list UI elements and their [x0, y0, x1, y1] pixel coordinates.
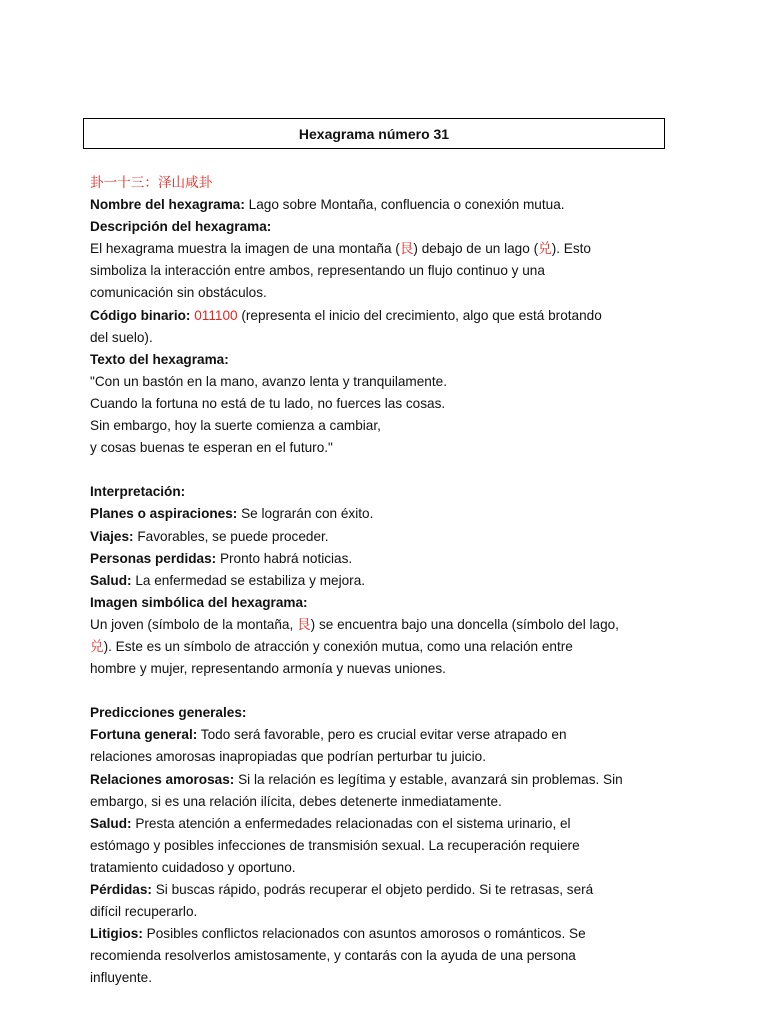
- interpretation-heading: Interpretación:: [90, 484, 186, 500]
- mountain-character: 艮: [399, 241, 414, 258]
- travel-value: Favorables, se puede proceder.: [137, 528, 329, 544]
- hexagram-name-value: Lago sobre Montaña, confluencia o conexión mutua.: [248, 197, 565, 213]
- symbolic-text: ) se encuentra bajo una doncella (símbolo del lago,: [310, 616, 619, 632]
- binary-code-line-2: del suelo).: [90, 329, 153, 345]
- love-text: Si la relación es legítima y estable, avanzará sin problemas. Sin: [238, 771, 623, 787]
- description-text: ). Esto: [551, 241, 591, 257]
- plans-value: Se lograrán con éxito.: [241, 506, 374, 522]
- description-line-3: comunicación sin obstáculos.: [90, 285, 267, 301]
- lake-character: 兑: [90, 638, 104, 655]
- disputes-line-2: recomienda resolverlos amistosamente, y contarás con la ayuda de una persona: [90, 948, 576, 964]
- prediction-health-line-3: tratamiento cuidadoso y oportuno.: [90, 859, 296, 875]
- losses-line-2: difícil recuperarlo.: [90, 904, 198, 920]
- predictions-heading: Predicciones generales:: [90, 705, 247, 721]
- chinese-title: 卦一十三：泽山咸卦: [90, 175, 213, 191]
- health-label: Salud:: [90, 572, 132, 588]
- disputes-label: Litigios:: [90, 926, 143, 942]
- description-text: ) debajo de un lago (: [413, 241, 539, 257]
- interpretation-travel: [90, 526, 675, 548]
- symbolic-line-2: [90, 636, 675, 658]
- hexagram-text-line-1: "Con un bastón en la mano, avanzo lenta y tranquilamente.: [90, 373, 447, 389]
- hexagram-text-line-3: Sin embargo, hoy la suerte comienza a cambiar,: [90, 418, 381, 434]
- document-body: [90, 172, 675, 989]
- love-label: Relaciones amorosas:: [90, 771, 235, 787]
- lost-people-value: Pronto habrá noticias.: [219, 550, 353, 566]
- spacer: [90, 459, 675, 481]
- fortune-line-2: relaciones amorosas inapropiadas que podrían perturbar tu juicio.: [90, 749, 486, 765]
- binary-code-label: Código binario:: [90, 307, 191, 323]
- interpretation-plans: [90, 503, 675, 525]
- health-value: La enfermedad se estabiliza y mejora.: [135, 572, 366, 588]
- binary-code-text: (representa el inicio del crecimiento, algo que está brotando: [241, 307, 602, 323]
- fortune-line-1: [90, 724, 675, 746]
- prediction-health-label: Salud:: [90, 815, 132, 831]
- mountain-character: 艮: [297, 616, 311, 633]
- disputes-text: Posibles conflictos relacionados con asuntos amorosos o románticos. Se: [146, 926, 586, 942]
- binary-code: [90, 305, 675, 327]
- page-title: Hexagrama número 31: [83, 118, 665, 149]
- interpretation-lost-people: [90, 548, 675, 570]
- losses-line-1: [90, 879, 675, 901]
- lake-character: 兑: [538, 241, 552, 258]
- symbolic-text: ). Este es un símbolo de atracción y conexión mutua, como una relación entre: [103, 638, 573, 654]
- description-text: El hexagrama muestra la imagen de una montaña (: [90, 241, 400, 257]
- travel-label: Viajes:: [90, 528, 134, 544]
- fortune-text: Todo será favorable, pero es crucial evitar verse atrapado en: [200, 727, 567, 743]
- description-line-1: [90, 238, 675, 260]
- hexagram-name: [90, 194, 675, 216]
- prediction-health-text: Presta atención a enfermedades relacionadas con el sistema urinario, el: [135, 815, 571, 831]
- prediction-health-line-1: [90, 813, 675, 835]
- description-label: Descripción del hexagrama:: [90, 219, 272, 235]
- plans-label: Planes o aspiraciones:: [90, 506, 238, 522]
- symbolic-label: Imagen simbólica del hexagrama:: [90, 594, 308, 610]
- disputes-line-1: [90, 923, 675, 945]
- losses-text: Si buscas rápido, podrás recuperar el objeto perdido. Si te retrasas, será: [155, 882, 594, 897]
- love-line-1: [90, 769, 675, 791]
- description-line-2: simboliza la interacción entre ambos, representando un flujo continuo y una: [90, 263, 545, 279]
- fortune-label: Fortuna general:: [90, 727, 198, 743]
- interpretation-health: [90, 570, 675, 592]
- disputes-line-3: influyente.: [90, 970, 152, 986]
- prediction-health-line-2: estómago y posibles infecciones de transmisión sexual. La recuperación requiere: [90, 837, 580, 853]
- symbolic-line-3: hombre y mujer, representando armonía y nuevas uniones.: [90, 661, 446, 677]
- hexagram-text-label: Texto del hexagrama:: [90, 351, 229, 367]
- spacer: [90, 680, 675, 702]
- binary-code-value: 011100: [194, 307, 238, 323]
- love-line-2: embargo, si es una relación ilícita, debes detenerte inmediatamente.: [90, 793, 502, 809]
- losses-label: Pérdidas:: [90, 882, 152, 897]
- symbolic-text: Un joven (símbolo de la montaña,: [90, 616, 294, 632]
- symbolic-line-1: [90, 614, 675, 636]
- lost-people-label: Personas perdidas:: [90, 550, 217, 566]
- hexagram-text-line-2: Cuando la fortuna no está de tu lado, no fuerces las cosas.: [90, 395, 446, 411]
- hexagram-name-label: Nombre del hexagrama:: [90, 197, 245, 213]
- hexagram-text-line-4: y cosas buenas te esperan en el futuro.": [90, 440, 333, 456]
